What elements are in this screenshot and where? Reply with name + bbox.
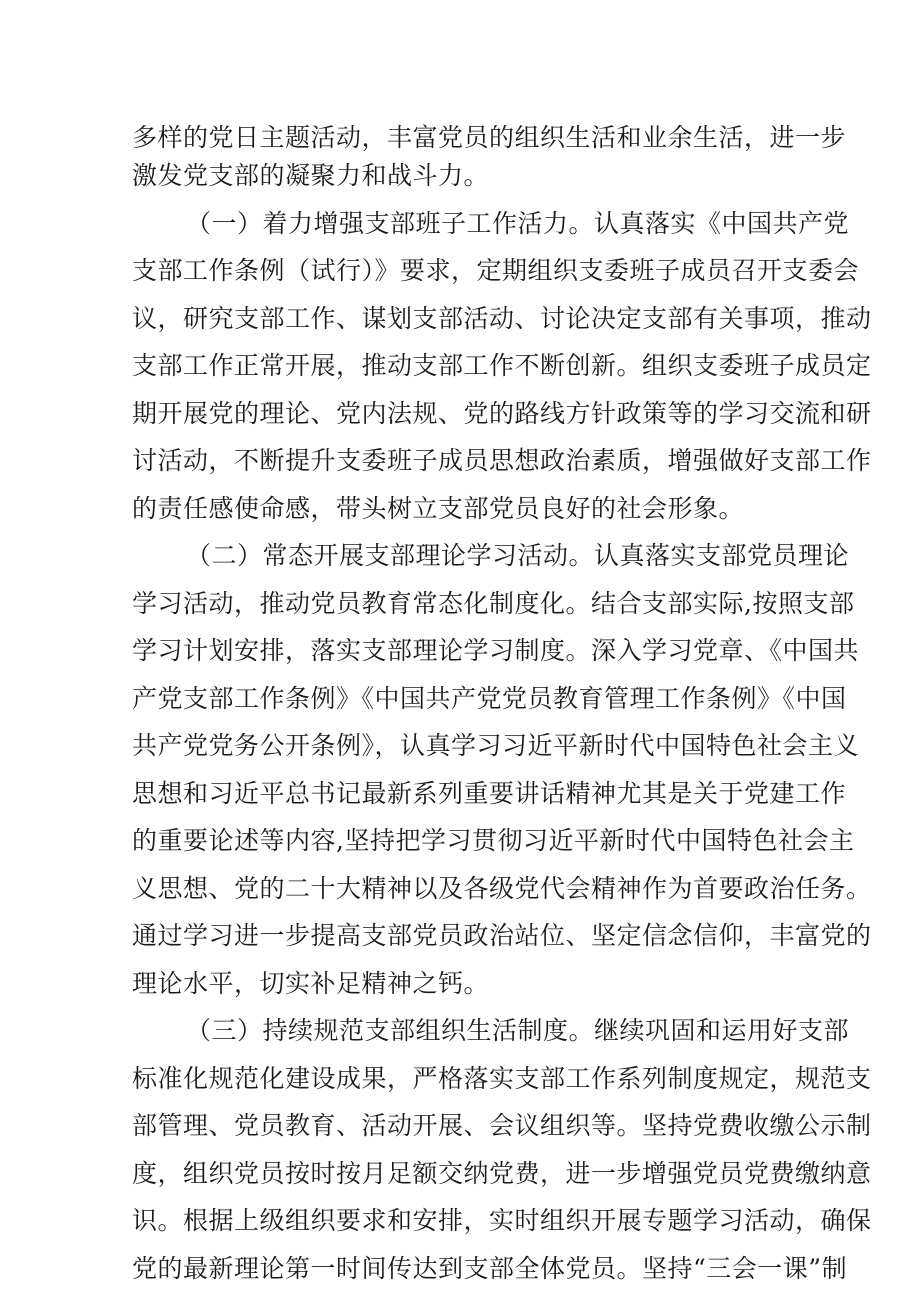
text-line: 支部工作正常开展，推动支部工作不断创新。组织支委班子成员定 xyxy=(132,351,872,380)
text-line: 的责任感使命感，带头树立支部党员良好的社会形象。 xyxy=(132,494,745,523)
text-line: 标准化规范化建设成果，严格落实支部工作系列制度规定，规范支 xyxy=(132,1064,872,1093)
text-line: 讨活动，不断提升支委班子成员思想政治素质，增强做好支部工作 xyxy=(132,446,872,475)
text-line: 多样的党日主题活动，丰富党员的组织生活和业余生活，进一步 xyxy=(132,123,847,152)
text-line: 义思想、党的二十大精神以及各级党代会精神作为首要政治任务。 xyxy=(132,874,872,903)
text-line: 共产党党务公开条例》，认真学习习近平新时代中国特色社会主义 xyxy=(132,731,860,760)
text-line: 部管理、党员教育、活动开展、会议组织等。坚持党费收缴公示制 xyxy=(132,1111,872,1140)
text-line: 学习计划安排，落实支部理论学习制度。深入学习党章、《中国共 xyxy=(132,636,860,665)
text-line: 支部工作条例（试行）》要求，定期组织支委班子成员召开支委会 xyxy=(132,256,860,285)
text-line: 的重要论述等内容,坚持把学习贯彻习近平新时代中国特色社会主 xyxy=(132,826,855,855)
text-line: 产党支部工作条例》《中国共产党党员教育管理工作条例》《中国 xyxy=(132,684,847,713)
text-line: 理论水平，切实补足精神之钙。 xyxy=(132,969,490,998)
section-heading-line: （一）着力增强支部班子工作活力。认真落实《中国共产党 xyxy=(186,209,850,238)
text-line: 党的最新理论第一时间传达到支部全体党员。坚持“三会一课”制 xyxy=(132,1254,848,1283)
text-line: 通过学习进一步提高支部党员政治站位、坚定信念信仰，丰富党的 xyxy=(132,921,872,950)
text-line: 度，组织党员按时按月足额交纳党费，进一步增强党员党费缴纳意 xyxy=(132,1159,872,1188)
text-line: 思想和习近平总书记最新系列重要讲话精神尤其是关于党建工作 xyxy=(132,779,847,808)
text-line: 学习活动，推动党员教育常态化制度化。结合支部实际,按照支部 xyxy=(132,589,855,618)
text-line: 议，研究支部工作、谋划支部活动、讨论决定支部有关事项，推动 xyxy=(132,304,872,333)
text-line: 期开展党的理论、党内法规、党的路线方针政策等的学习交流和研 xyxy=(132,399,872,428)
section-heading-line: （三）持续规范支部组织生活制度。继续巩固和运用好支部 xyxy=(186,1016,850,1045)
text-line: 识。根据上级组织要求和安排，实时组织开展专题学习活动，确保 xyxy=(132,1206,872,1235)
text-line: 激发党支部的凝聚力和战斗力。 xyxy=(132,161,490,190)
section-heading-line: （二）常态开展支部理论学习活动。认真落实支部党员理论 xyxy=(186,541,850,570)
